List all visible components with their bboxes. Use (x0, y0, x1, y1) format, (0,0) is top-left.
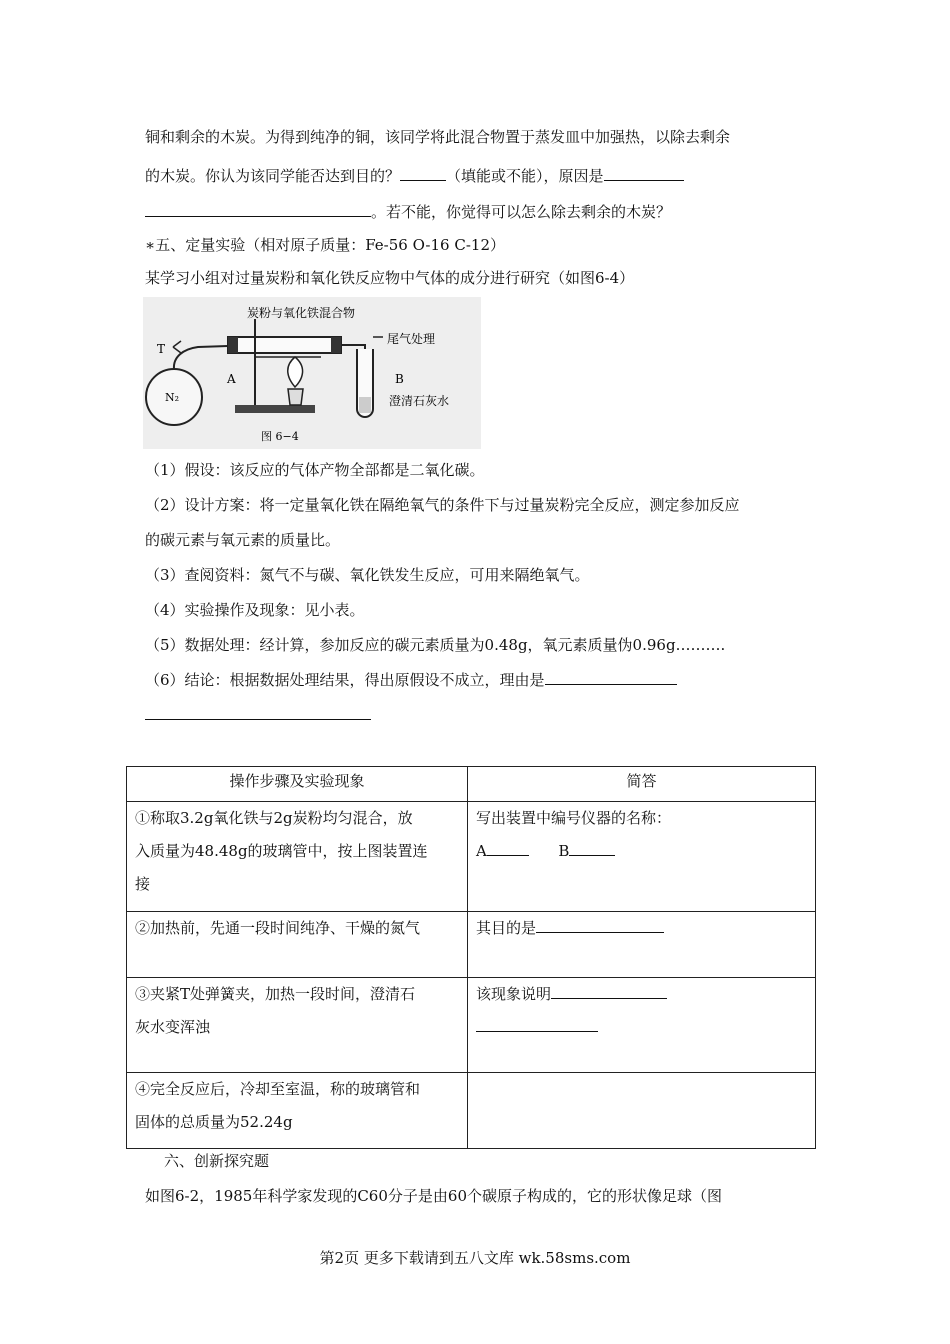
paragraph-line: 铜和剩余的木炭。为得到纯净的铜，该同学将此混合物置于蒸发皿中加强热，以除去剩余 (145, 128, 731, 146)
paragraph-line (145, 164, 684, 186)
answer-blank[interactable] (551, 982, 667, 999)
item-text: （6）结论：根据数据处理结果，得出原假设不成立，理由是 (145, 671, 545, 689)
cell-line: ④完全反应后，冷却至室温，称的玻璃管和 (135, 1080, 421, 1098)
item-line: （5）数据处理：经计算，参加反应的碳元素质量为0.48g，氧元素质量伪0.96g………. (145, 636, 726, 654)
limewater-liquid (359, 397, 371, 413)
cell-text: 该现象说明 (476, 985, 552, 1003)
cell-line: 入质量为48.48g的玻璃管中，按上图装置连 (135, 842, 428, 860)
cell-line: 灰水变浑浊 (135, 1018, 211, 1036)
answer-blank-b[interactable] (569, 839, 615, 856)
label-a: A (227, 372, 236, 386)
table-cell (468, 978, 816, 1073)
cell-line: 接 (135, 875, 151, 893)
item-line: （2）设计方案：将一定量氧化铁在隔绝氧气的条件下与过量炭粉完全反应，测定参加反应 (145, 496, 740, 514)
stopper (228, 337, 238, 353)
answer-blank[interactable] (145, 200, 371, 217)
table-row (127, 912, 816, 978)
answer-blank[interactable] (604, 164, 684, 181)
experiment-table (126, 766, 816, 1149)
answer-blank[interactable] (145, 703, 371, 720)
section-intro: 某学习小组对过量炭粉和氧化铁反应物中气体的成分进行研究（如图6-4） (145, 269, 635, 287)
table-row (127, 802, 816, 912)
page-footer: 第2页 更多下载请到五八文库 wk.58sms.com (319, 1249, 631, 1267)
table-cell (468, 802, 816, 912)
table-cell (468, 912, 816, 978)
label-b-text: B (558, 842, 570, 860)
table-header-row (127, 767, 816, 802)
cell-line: ①称取3.2g氧化铁与2g炭粉均匀混合，放 (135, 809, 413, 827)
answer-blank[interactable] (536, 916, 664, 933)
item-line: 的碳元素与氧元素的质量比。 (145, 531, 341, 549)
table-row (127, 978, 816, 1073)
header-left: 操作步骤及实验现象 (127, 767, 468, 802)
table-cell (127, 802, 468, 912)
cell-line (476, 835, 807, 868)
table-cell (127, 912, 468, 978)
section-title: ∗五、定量实验（相对原子质量：Fe-56 O-16 C-12） (145, 236, 505, 254)
answer-blank[interactable] (476, 1015, 598, 1032)
glass-tube (228, 337, 341, 353)
label-a-text: A (476, 842, 487, 860)
header-right: 简答 (468, 767, 816, 802)
cell-line (476, 912, 807, 945)
cell-text: 其目的是 (476, 919, 537, 937)
answer-blank-a[interactable] (487, 839, 529, 856)
cell-line: ②加热前，先通一段时间纯净、干燥的氮气 (135, 919, 421, 937)
table-row (127, 1073, 816, 1149)
label-n2: N₂ (165, 391, 180, 404)
item-line: （3）查阅资料：氮气不与碳、氧化铁发生反应，可用来隔绝氧气。 (145, 566, 590, 584)
paragraph-line (145, 200, 671, 222)
cell-line (476, 978, 807, 1011)
cell-line (476, 1011, 807, 1044)
apparatus-figure (143, 297, 481, 449)
item-line: （1）假设：该反应的气体产物全部都是二氧化碳。 (145, 461, 485, 479)
label-b: B (395, 372, 404, 386)
answer-blank[interactable] (545, 668, 677, 685)
table-cell (127, 978, 468, 1073)
section-title: 六、创新探究题 (164, 1152, 270, 1170)
paragraph-text: 的木炭。你认为该同学能否达到目的？ (145, 167, 401, 185)
cell-line: ③夹紧T处弹簧夹，加热一段时间，澄清石 (135, 985, 416, 1003)
section-text: 如图6-2，1985年科学家发现的C60分子是由60个碳原子构成的，它的形状像足球（图 (145, 1187, 722, 1205)
paragraph-text: 。若不能，你觉得可以怎么除去剩余的木炭？ (371, 203, 672, 221)
item-line (145, 703, 371, 725)
label-exhaust: 尾气处理 (387, 332, 436, 346)
label-t: T (157, 342, 166, 356)
label-mixture: 炭粉与氧化铁混合物 (247, 306, 356, 320)
table-cell (468, 1073, 816, 1149)
paragraph-text: （填能或不能），原因是 (446, 167, 604, 185)
stand-base (235, 405, 315, 413)
alcohol-lamp-icon (288, 389, 303, 405)
table-cell (127, 1073, 468, 1149)
answer-blank[interactable] (400, 164, 446, 181)
label-limewater: 澄清石灰水 (389, 394, 450, 408)
figure-caption: 图 6−4 (261, 430, 299, 443)
stopper (331, 337, 341, 353)
item-line: （4）实验操作及现象：见小表。 (145, 601, 365, 619)
cell-line: 写出装置中编号仪器的名称： (476, 809, 672, 827)
cell-line: 固体的总质量为52.24g (135, 1113, 293, 1131)
item-line (145, 668, 677, 690)
